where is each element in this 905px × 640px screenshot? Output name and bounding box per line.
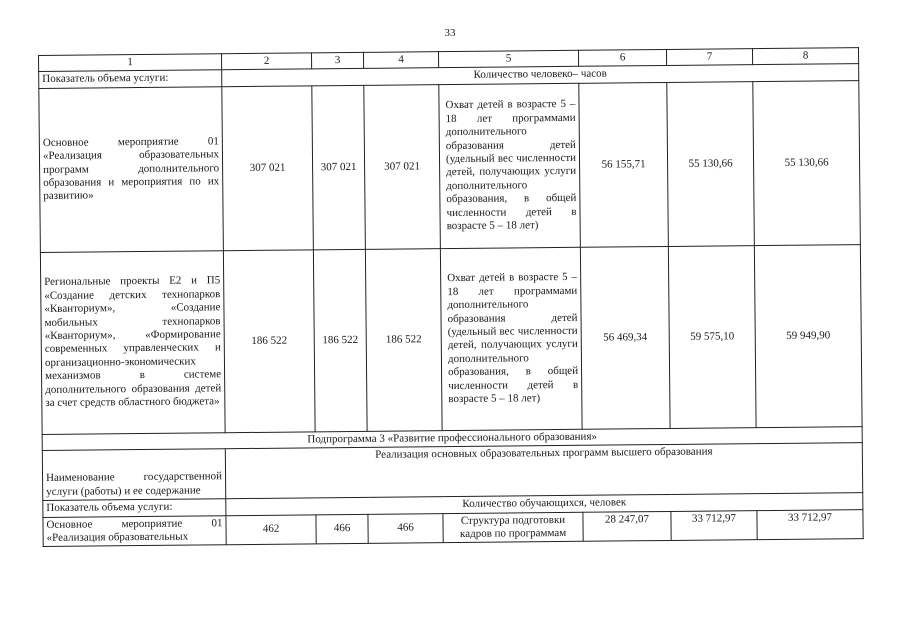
- volume-indicator-label: Показатель объема услуги:: [39, 70, 222, 88]
- value-col-3: 307 021: [312, 85, 366, 249]
- value-col-4: 307 021: [364, 84, 441, 249]
- column-number-7: 7: [666, 49, 752, 66]
- service-name-row: [42, 443, 862, 501]
- budget-table: [38, 47, 864, 547]
- value-col-8: 33 712,97: [757, 509, 863, 540]
- value-col-8: 55 130,66: [753, 80, 861, 245]
- value-col-6: 56 469,34: [580, 246, 670, 429]
- column-number-2: 2: [221, 53, 311, 70]
- service-name-value: Реализация основных образовательных программ высшего образования: [225, 443, 862, 499]
- column-number-5: 5: [438, 50, 578, 68]
- indicator-description: Структура подготовки кадров по программам: [443, 512, 583, 543]
- activity-name: Основное мероприятие 01 «Реализация образовательных программ дополнительного образования и мероприятия по их развитию»: [39, 87, 224, 253]
- value-col-2: 307 021: [222, 86, 314, 251]
- indicator-description: Охват детей в возрасте 5 – 18 лет программами дополнительного образования детей (удельный вес численности детей, получающих услуги дополнительного образования, в общей численности детей в возрасте 5 – 18 лет): [440, 247, 582, 430]
- column-number-3: 3: [311, 52, 363, 69]
- column-number-1: 1: [39, 54, 222, 72]
- activity-name: Основное мероприятие 01 «Реализация образовательных: [43, 515, 226, 547]
- subprogram-title: Подпрограмма 3 «Развитие профессионального образования»: [42, 426, 862, 450]
- value-col-8: 59 949,90: [754, 244, 862, 427]
- service-name-label: Наименование государственной услуги (работы) и ее содержание: [42, 449, 225, 501]
- column-number-8: 8: [752, 48, 858, 65]
- page-number: 33: [444, 27, 456, 39]
- indicator-description: Охват детей в возрасте 5 – 18 лет программами дополнительного образования детей (удельный вес численности детей, получающих услуги дополнительного образования, в общей численности детей в возрасте 5 – 18 лет): [439, 83, 581, 248]
- value-col-6: 56 155,71: [579, 82, 669, 247]
- volume-indicator-unit: Количество человеко– часов: [222, 64, 859, 87]
- table-row: [40, 244, 862, 434]
- value-col-4: 186 522: [365, 248, 442, 431]
- activity-name: Региональные проекты Е2 и П5 «Создание детских технопарков «Кванториум», «Создание мобильных технопарков «Кванториум», «Формирование современных управленческих и организационно-экономических механизмов в системе дополнительного образования детей за счет средств областного бюджета»: [40, 251, 225, 435]
- value-col-7: 59 575,10: [668, 245, 756, 428]
- value-col-4: 466: [368, 513, 443, 544]
- value-col-2: 186 522: [223, 250, 315, 433]
- table-row: [39, 80, 861, 252]
- value-col-7: 33 712,97: [671, 510, 757, 541]
- value-col-2: 462: [226, 514, 316, 545]
- volume-indicator-unit: Количество обучающихся, человек: [226, 493, 863, 516]
- value-col-3: 186 522: [313, 249, 367, 431]
- column-number-4: 4: [363, 52, 438, 69]
- volume-indicator-label: Показатель объема услуги:: [43, 499, 226, 517]
- value-col-7: 55 130,66: [667, 81, 755, 246]
- column-number-6: 6: [578, 49, 666, 66]
- value-col-6: 28 247,07: [583, 511, 671, 542]
- value-col-3: 466: [316, 514, 368, 544]
